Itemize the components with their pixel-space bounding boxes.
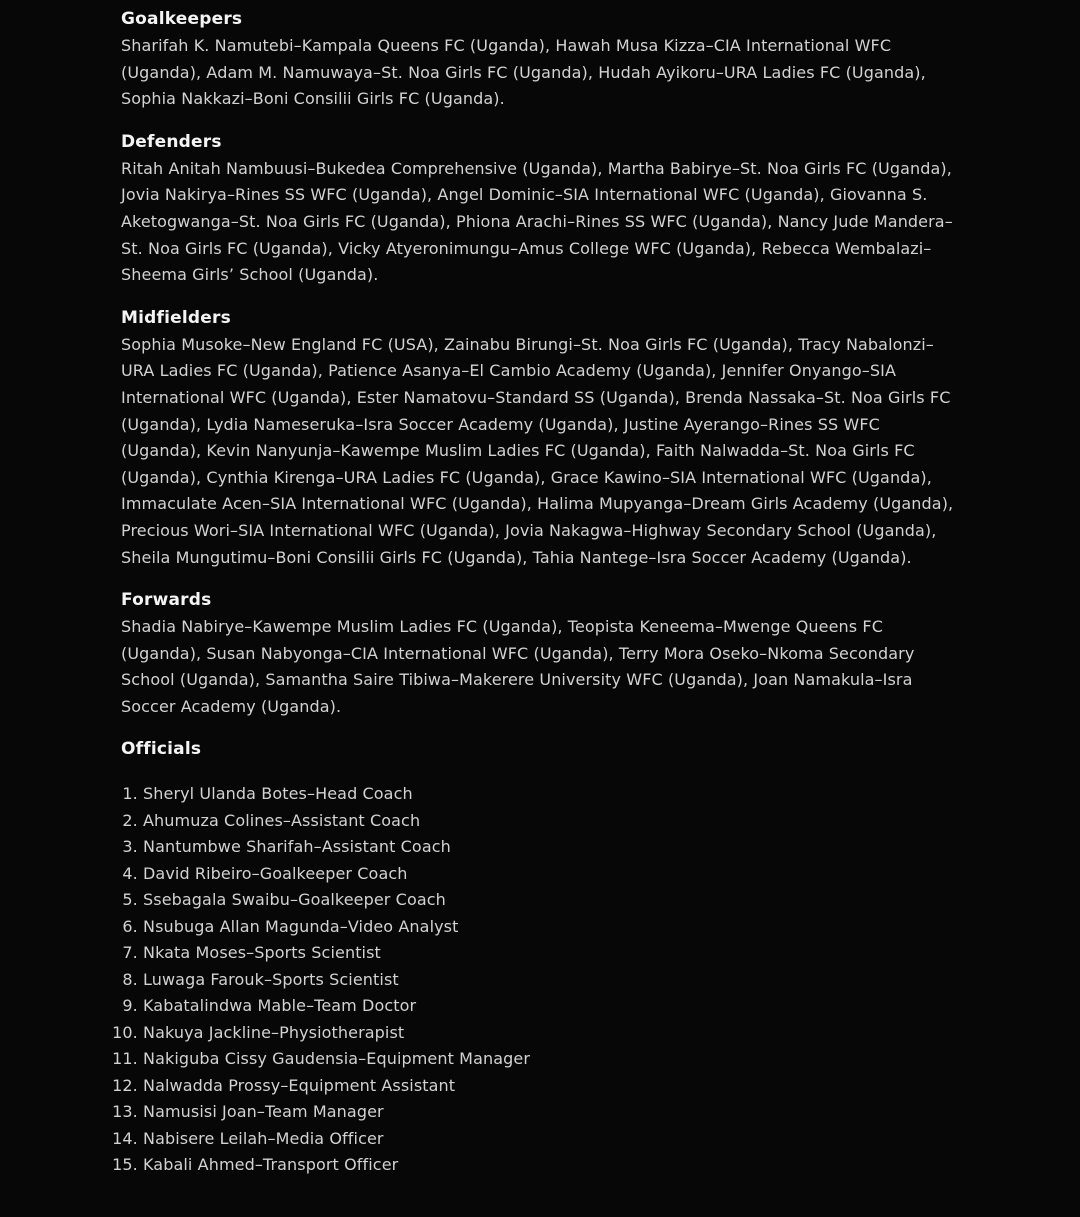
section-forwards bbox=[121, 587, 961, 720]
official-item: 13. Namusisi Joan–Team Manager bbox=[143, 1099, 961, 1126]
official-item: 14. Nabisere Leilah–Media Officer bbox=[143, 1126, 961, 1153]
official-item: 11. Nakiguba Cissy Gaudensia–Equipment Manager bbox=[143, 1046, 961, 1073]
section-goalkeepers bbox=[121, 6, 961, 113]
official-item: 1. Sheryl Ulanda Botes–Head Coach bbox=[143, 781, 961, 808]
forwards-paragraph: Shadia Nabirye–Kawempe Muslim Ladies FC (Uganda), Teopista Keneema–Mwenge Queens FC (Uganda), Susan Nabyonga–CIA International WFC (Uganda), Terry Mora Oseko–Nkoma Secondary School (Uganda), Samantha Saire Tibiwa–Makerere University WFC (Uganda), Joan Namakula–Isra Soccer Academy (Uganda). bbox=[121, 617, 915, 716]
official-item: 12. Nalwadda Prossy–Equipment Assistant bbox=[143, 1073, 961, 1100]
official-item: 3. Nantumbwe Sharifah–Assistant Coach bbox=[143, 834, 961, 861]
official-item: 15. Kabali Ahmed–Transport Officer bbox=[143, 1152, 961, 1179]
section-midfielders bbox=[121, 305, 961, 571]
goalkeepers-paragraph: Sharifah K. Namutebi–Kampala Queens FC (Uganda), Hawah Musa Kizza–CIA International WFC (Uganda), Adam M. Namuwaya–St. Noa Girls FC (Uganda), Hudah Ayikoru–URA Ladies FC (Uganda), Sophia Nakkazi–Boni Consilii Girls FC (Uganda). bbox=[121, 36, 926, 109]
official-item: 10. Nakuya Jackline–Physiotherapist bbox=[143, 1020, 961, 1047]
section-defenders bbox=[121, 129, 961, 289]
midfielders-paragraph: Sophia Musoke–New England FC (USA), Zainabu Birungi–St. Noa Girls FC (Uganda), Tracy Nabalonzi–URA Ladies FC (Uganda), Patience Asanya–El Cambio Academy (Uganda), Jennifer Onyango–SIA International WFC (Uganda), Ester Namatovu–Standard SS (Uganda), Brenda Nassaka–St. Noa Girls FC (Uganda), Lydia Nameseruka–Isra Soccer Academy (Uganda), Justine Ayerango–Rines SS WFC (Uganda), Kevin Nanyunja–Kawempe Muslim Ladies FC (Uganda), Faith Nalwadda–St. Noa Girls FC (Uganda), Cynthia Kirenga–URA Ladies FC (Uganda), Grace Kawino–SIA International WFC (Uganda), Immaculate Acen–SIA International WFC (Uganda), Halima Mupyanga–Dream Girls Academy (Uganda), Precious Wori–SIA International WFC (Uganda), Jovia Nakagwa–Highway Secondary School (Uganda), Sheila Mungutimu–Boni Consilii Girls FC (Uganda), Tahia Nantege–Isra Soccer Academy (Uganda). bbox=[121, 334, 954, 567]
official-item: 4. David Ribeiro–Goalkeeper Coach bbox=[143, 861, 961, 888]
defenders-heading: Defenders bbox=[121, 131, 222, 152]
goalkeepers-heading: Goalkeepers bbox=[121, 9, 243, 29]
official-item: 7. Nkata Moses–Sports Scientist bbox=[143, 940, 961, 967]
official-item: 9. Kabatalindwa Mable–Team Doctor bbox=[143, 993, 961, 1020]
officials-list bbox=[121, 781, 961, 1179]
officials-heading: Officials bbox=[121, 739, 202, 760]
official-item: 6. Nsubuga Allan Magunda–Video Analyst bbox=[143, 914, 961, 941]
official-item: 8. Luwaga Farouk–Sports Scientist bbox=[143, 967, 961, 994]
forwards-heading: Forwards bbox=[121, 590, 212, 611]
official-item: 5. Ssebagala Swaibu–Goalkeeper Coach bbox=[143, 887, 961, 914]
official-item: 2. Ahumuza Colines–Assistant Coach bbox=[143, 808, 961, 835]
midfielders-heading: Midfielders bbox=[121, 307, 231, 328]
defenders-paragraph: Ritah Anitah Nambuusi–Bukedea Comprehensive (Uganda), Martha Babirye–St. Noa Girls FC (Uganda), Jovia Nakirya–Rines SS WFC (Uganda), Angel Dominic–SIA International WFC (Uganda), Giovanna S. Aketogwanga–St. Noa Girls FC (Uganda), Phiona Arachi–Rines SS WFC (Uganda), Nancy Jude Mandera–St. Noa Girls FC (Uganda), Vicky Atyeronimungu–Amus College WFC (Uganda), Rebecca Wembalazi–Sheema Girls’ School (Uganda). bbox=[121, 158, 953, 285]
section-officials bbox=[121, 736, 961, 1179]
